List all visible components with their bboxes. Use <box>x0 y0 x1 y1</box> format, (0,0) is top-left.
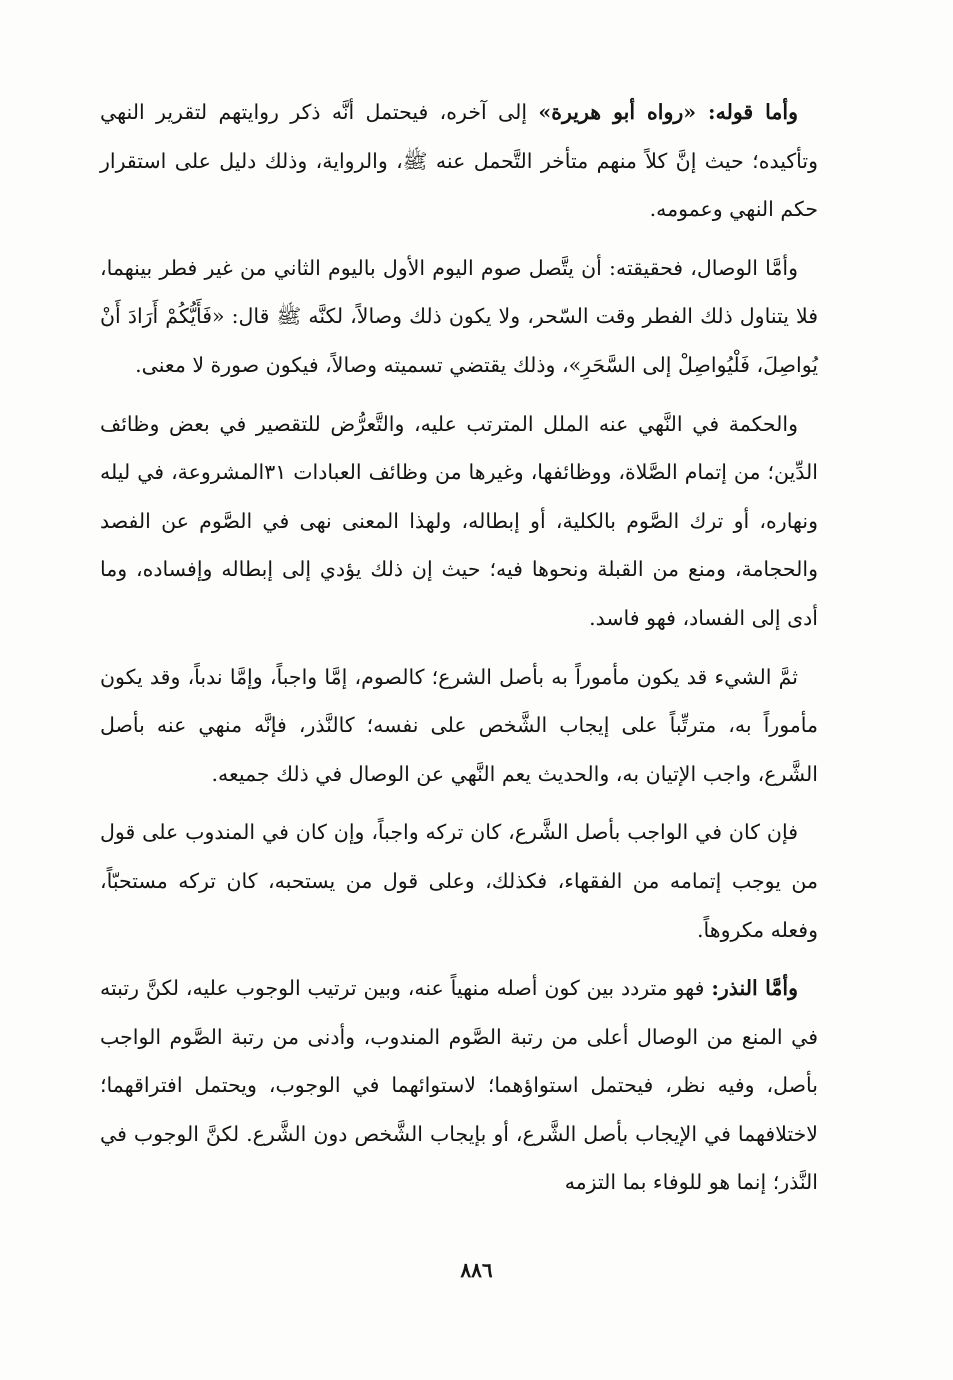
paragraph-lead: وأمَّا النذر: <box>711 976 798 1001</box>
paragraph-4 <box>100 653 818 799</box>
paragraph-2 <box>100 244 818 390</box>
paragraph-text: فهو متردد بين كون أصله منهياً عنه، وبين ترتيب الوجوب عليه، لكنَّ رتبته في المنع من الوصال أعلى من رتبة الصَّوم المندوب، وأدنى من رتبة الصَّوم الواجب بأصل، وفيه نظر، فيحتمل استواؤهما؛ لاستوائهما في الوجوب، ويحتمل افتراقهما؛ لاختلافهما في الإيجاب بأصل الشَّرع، أو بإيجاب الشَّخص دون الشَّرع. لكنَّ الوجوب في النَّذر؛ إنما هو للوفاء بما التزمه <box>100 976 818 1195</box>
paragraph-lead: وأما قوله: «رواه أبو هريرة» <box>538 100 799 124</box>
paragraph-text: والحكمة في النَّهي عنه الملل المترتب عليه، والتَّعرُّض للتقصير في بعض وظائف الدِّين؛ من إتمام الصَّلاة، ووظائفها، وغيرها من وظائف العبادات ٣١المشروعة، في ليله ونهاره، أو ترك الصَّوم بالكلية، أو إبطاله، ولهذا المعنى نهى في الصَّوم عن الفصد والحجامة، ومنع من القبلة ونحوها فيه؛ حيث إن ذلك يؤدي إلى إبطاله وإفساده، وما أدى إلى الفساد، فهو فاسد. <box>100 411 818 630</box>
page-body <box>100 88 818 1217</box>
paragraph-6 <box>100 964 818 1207</box>
page-number: ٨٨٦ <box>460 1258 493 1282</box>
paragraph-5 <box>100 808 818 954</box>
paragraph-text: فإن كان في الواجب بأصل الشَّرع، كان تركه واجباً، وإن كان في المندوب على قول من يوجب إتمامه من الفقهاء، فكذلك، وعلى قول من يستحبه، كان تركه مستحبّاً، وفعله مكروهاً. <box>100 820 818 942</box>
paragraph-text: إلى آخره، فيحتمل أنَّه ذكر روايتهم لتقرير النهي وتأكيده؛ حيث إنَّ كلاً منهم متأخر التَّحمل عنه ﷺ، والرواية، وذلك دليل على استقرار حكم النهي وعمومه. <box>100 100 818 222</box>
paragraph-text: وأمَّا الوصال، فحقيقته: أن يتَّصل صوم اليوم الأول باليوم الثاني من غير فطر بينهما، فلا يتناول ذلك الفطر وقت السّحر، ولا يكون ذلك وصالاً، لكنَّه ﷺ قال: «فَأَيُّكُمْ أَرَادَ أَنْ يُواصِلَ، فَلْيُواصِلْ إلى السَّحَرِ»، وذلك يقتضي تسميته وصالاً، فيكون صورة لا معنى. <box>100 255 818 377</box>
paragraph-1 <box>100 88 818 234</box>
paragraph-text: ثمَّ الشيء قد يكون مأموراً به بأصل الشرع؛ كالصوم، إمَّا واجباً، وإمَّا ندباً، وقد يكون مأموراً به، مترتِّباً على إيجاب الشَّخص على نفسه؛ كالنَّذر، فإنَّه منهي عنه بأصل الشَّرع، واجب الإتيان به، والحديث يعم النَّهي عن الوصال في ذلك جميعه. <box>100 664 818 786</box>
paragraph-3 <box>100 400 818 643</box>
